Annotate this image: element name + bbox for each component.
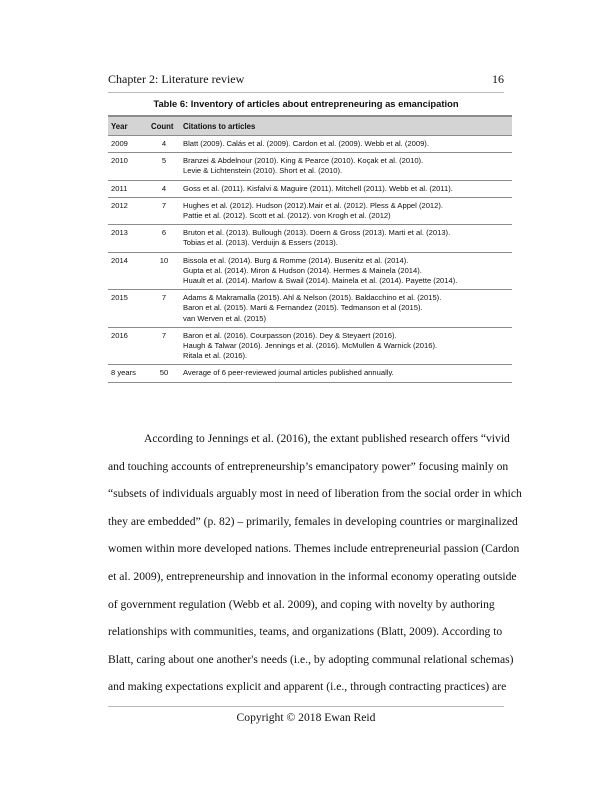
table-header-row [108,116,512,136]
count-cell: 10 [148,252,180,290]
page-number: 16 [492,72,504,86]
count-cell: 4 [148,136,180,153]
year-cell: 2013 [108,225,148,252]
citations-cell [180,225,512,252]
citation-line: Adams & Makramalla (2015). Ahl & Nelson (2015). Baldacchino et al. (2015). [183,293,442,303]
citation-line: Levie & Lichtenstein (2010). Short et al. (2010). [183,166,343,176]
citation-line: Bissola et al. (2014). Burg & Romme (2014). Busenitz et al. (2014). [183,255,409,265]
total-count-cell: 50 [148,365,180,382]
table-row [108,327,512,365]
citation-line: Ritala et al. (2016). [183,351,248,361]
footer-rule [108,706,504,707]
table-row [108,180,512,197]
table-row [108,136,512,153]
paragraph-line: and making expectations explicit and apparent (i.e., through contracting practices) are [108,680,507,694]
header-rule [108,92,504,93]
chapter-title: Chapter 2: Literature review [108,72,245,86]
total-years-cell: 8 years [108,365,148,382]
paragraph-line: et al. 2009), entrepreneurship and innovation in the informal economy operating outside [108,569,517,583]
articles-table [108,115,512,383]
citation-line: Branzei & Abdelnour (2010). King & Pearce (2010). Koçak et al. (2010). [183,156,424,166]
paragraph-line: of government regulation (Webb et al. 2009), and coping with novelty by authoring [108,597,495,611]
count-cell: 7 [148,327,180,365]
year-cell: 2009 [108,136,148,153]
citations-cell [180,327,512,365]
paragraph-line: “subsets of individuals arguably most in need of liberation from the social order in which [108,487,522,501]
year-cell: 2014 [108,252,148,290]
paragraph-line: Blatt, caring about one another's needs (i.e., by adopting communal relational schemas) [108,652,514,666]
citation-line: Baron et al. (2016). Courpasson (2016). Dey & Steyaert (2016). [183,330,397,340]
table-row [108,225,512,252]
running-header [108,72,504,86]
copyright-footer: Copyright © 2018 Ewan Reid [236,711,376,724]
body-paragraph [108,425,522,701]
count-cell: 7 [148,197,180,224]
total-summary-cell [180,365,512,382]
year-cell: 2015 [108,290,148,328]
citation-line: Blatt (2009). Calás et al. (2009). Cardon et al. (2009). Webb et al. (2009). [183,139,429,148]
citations-cell [180,180,512,197]
column-header-count: Count [148,116,180,136]
citation-line: Haugh & Talwar (2016). Jennings et al. (2016). McMullen & Warnick (2016). [183,341,438,351]
count-cell: 5 [148,153,180,180]
year-cell: 2010 [108,153,148,180]
year-cell: 2016 [108,327,148,365]
citations-cell [180,136,512,153]
year-cell: 2011 [108,180,148,197]
citation-line: Pattie et al. (2012). Scott et al. (2012). von Krogh et al. (2012) [183,211,391,221]
summary-line: Average of 6 peer-reviewed journal articles published annually. [183,368,394,378]
count-cell: 7 [148,290,180,328]
citation-line: Goss et al. (2011). Kisfalvi & Maguire (2011). Mitchell (2011). Webb et al. (2011). [183,183,453,193]
citations-cell [180,252,512,290]
paragraph-line: women within more developed nations. Themes include entrepreneurial passion (Cardon [108,542,520,556]
year-cell: 2012 [108,197,148,224]
citation-line: Huault et al. (2014). Marlow & Swail (2014). Mainela et al. (2014). Payette (2014). [183,276,458,286]
citations-cell [180,197,512,224]
table-row [108,153,512,180]
table-caption: Table 6: Inventory of articles about entrepreneuring as emancipation [153,98,459,109]
citation-line: Bruton et al. (2013). Bullough (2013). Doern & Gross (2013). Marti et al. (2013). [183,228,451,238]
table-row [108,197,512,224]
count-cell: 6 [148,225,180,252]
citation-line: van Werven et al. (2015) [183,313,267,323]
citation-line: Baron et al. (2015). Marti & Fernandez (2015). Tedmanson et al (2015). [183,303,423,313]
citation-line: Tobias et al. (2013). Verduijn & Essers (2013). [183,238,338,248]
citations-cell [180,290,512,328]
table-row [108,290,512,328]
column-header-year: Year [108,116,148,136]
paragraph-line: they are embedded” (p. 82) – primarily, females in developing countries or marginalized [108,514,518,528]
paragraph-line: According to Jennings et al. (2016), the extant published research offers “vivid [144,432,510,445]
citations-cell [180,153,512,180]
paragraph-line: and touching accounts of entrepreneurship’s emancipatory power” focusing mainly on [108,459,509,473]
table-total-row [108,365,512,382]
paragraph-line: relationships with communities, teams, and organizations (Blatt, 2009). According to [108,625,503,639]
citation-line: Hughes et al. (2012). Hudson (2012).Mair et al. (2012). Pless & Appel (2012). [183,200,444,210]
count-cell: 4 [148,180,180,197]
citation-line: Gupta et al. (2014). Miron & Hudson (2014). Hermes & Mainela (2014). [183,265,422,275]
table-row [108,252,512,290]
column-header-citations: Citations to articles [180,116,512,136]
